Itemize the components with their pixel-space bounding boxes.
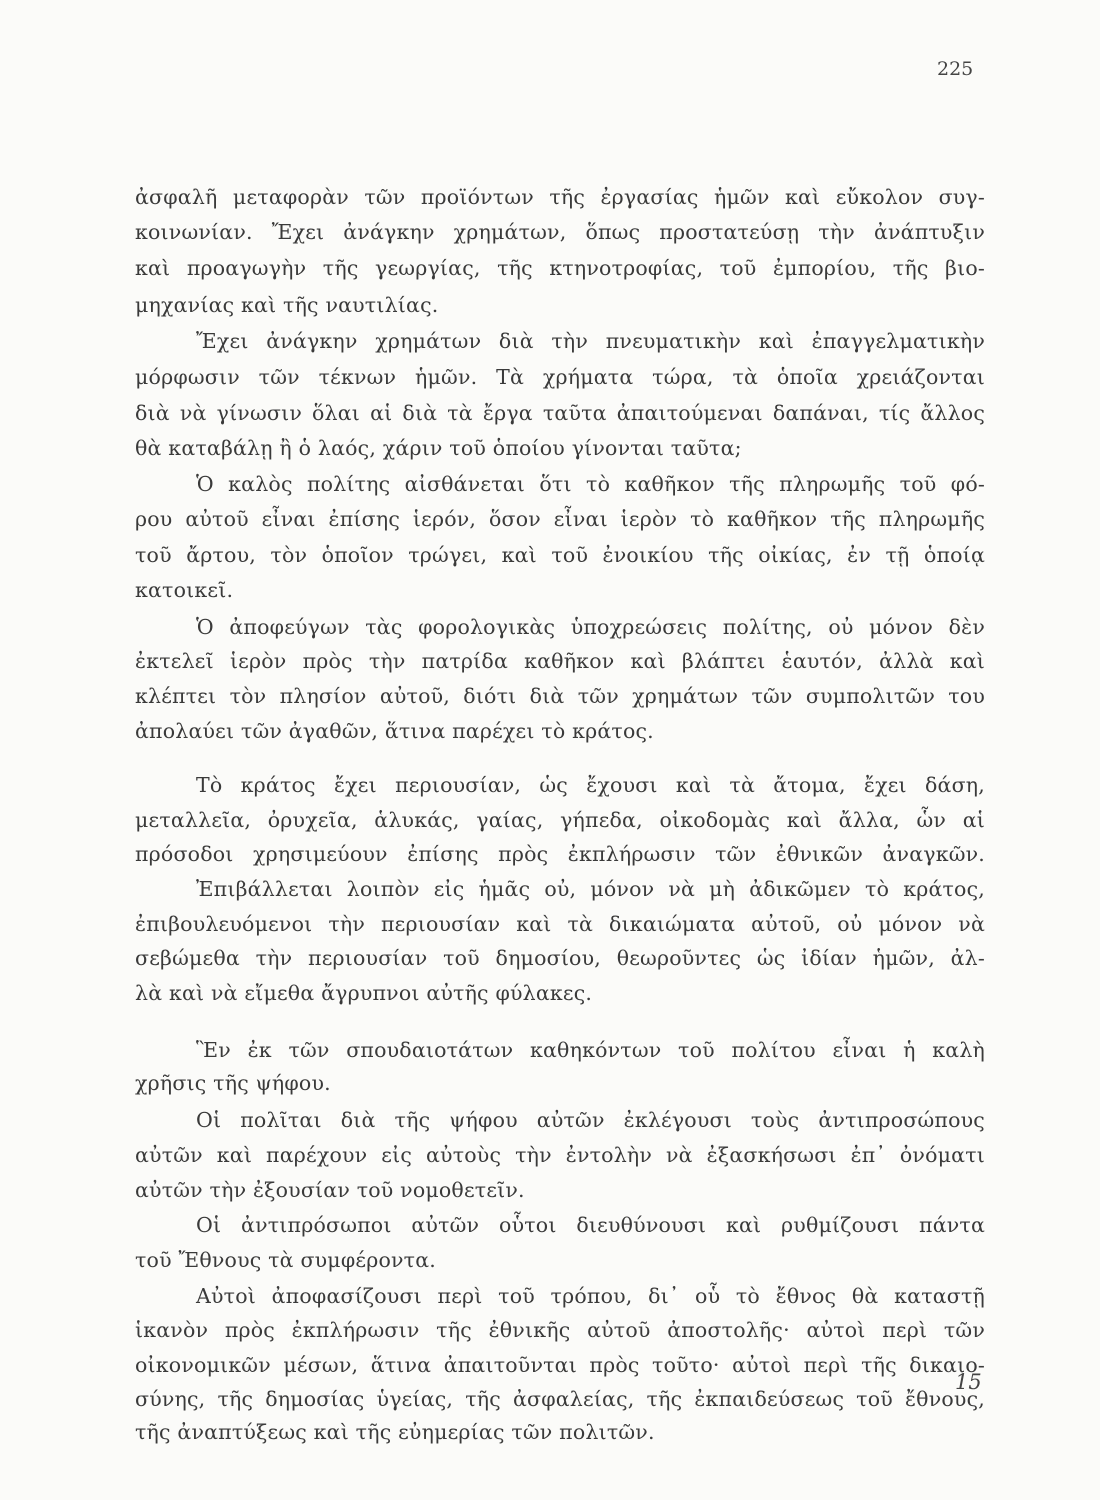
text-line: Τὸ κράτος ἔχει περιουσίαν, ὡς ἔχουσι καὶ τὰ ἄτομα, ἔχει δάση,: [196, 773, 985, 797]
text-line: ρου αὐτοῦ εἶναι ἐπίσης ἱερόν, ὅσον εἶναι ἱερὸν τὸ καθῆκον τῆς πληρωμῆς: [135, 507, 985, 531]
text-line: ἀπολαύει τῶν ἀγαθῶν, ἅτινα παρέχει τὸ κράτος.: [135, 719, 654, 743]
text-line: διὰ νὰ γίνωσιν ὅλαι αἱ διὰ τὰ ἔργα ταῦτα ἀπαιτούμεναι δαπάναι, τίς ἄλλος: [135, 401, 985, 425]
text-line: κλέπτει τὸν πλησίον αὐτοῦ, διότι διὰ τῶν χρημάτων τῶν συμπολιτῶν του: [135, 684, 985, 708]
text-line: Ἓν ἐκ τῶν σπουδαιοτάτων καθηκόντων τοῦ πολίτου εἶναι ἡ καλὴ: [196, 1038, 985, 1062]
text-line: ἐπιβουλευόμενοι τὴν περιουσίαν καὶ τὰ δικαιώματα αὐτοῦ, οὐ μόνον νὰ: [135, 912, 985, 936]
page-number-bottom: 15: [955, 1370, 982, 1394]
text-line: καὶ προαγωγὴν τῆς γεωργίας, τῆς κτηνοτροφίας, τοῦ ἐμπορίου, τῆς βιο-: [135, 256, 985, 280]
text-line: αὐτῶν καὶ παρέχουν εἰς αὐτοὺς τὴν ἐντολὴν νὰ ἐξασκήσωσι ἐπ᾿ ὀνόματι: [135, 1143, 985, 1167]
text-line: τοῦ ἄρτου, τὸν ὁποῖον τρώγει, καὶ τοῦ ἐνοικίου τῆς οἰκίας, ἐν τῇ ὁποίᾳ: [135, 543, 985, 567]
text-line: οἰκονομικῶν μέσων, ἅτινα ἀπαιτοῦνται πρὸς τοῦτο· αὐτοὶ περὶ τῆς δικαιο-: [135, 1353, 985, 1377]
text-line: κοινωνίαν. Ἔχει ἀνάγκην χρημάτων, ὅπως προστατεύσῃ τὴν ἀνάπτυξιν: [135, 220, 985, 244]
text-line: σεβώμεθα τὴν περιουσίαν τοῦ δημοσίου, θεωροῦντες ὡς ἰδίαν ἡμῶν, ἀλ-: [135, 946, 985, 970]
text-line: Οἱ ἀντιπρόσωποι αὐτῶν οὗτοι διευθύνουσι καὶ ρυθμίζουσι πάντα: [196, 1213, 985, 1237]
text-line: θὰ καταβάλῃ ἢ ὁ λαός, χάριν τοῦ ὁποίου γίνονται ταῦτα;: [135, 436, 742, 460]
text-line: Οἱ πολῖται διὰ τῆς ψήφου αὐτῶν ἐκλέγουσι τοὺς ἀντιπροσώπους: [196, 1108, 985, 1132]
text-line: αὐτῶν τὴν ἐξουσίαν τοῦ νομοθετεῖν.: [135, 1178, 525, 1202]
text-line: Ὁ καλὸς πολίτης αἰσθάνεται ὅτι τὸ καθῆκον τῆς πληρωμῆς τοῦ φό-: [196, 472, 985, 496]
text-line: τοῦ Ἔθνους τὰ συμφέροντα.: [135, 1248, 436, 1272]
text-line: μηχανίας καὶ τῆς ναυτιλίας.: [135, 293, 439, 317]
text-line: μόρφωσιν τῶν τέκνων ἡμῶν. Τὰ χρήματα τώρα, τὰ ὁποῖα χρειάζονται: [135, 365, 985, 389]
text-line: κατοικεῖ.: [135, 578, 234, 602]
text-line: μεταλλεῖα, ὀρυχεῖα, ἁλυκάς, γαίας, γήπεδα, οἰκοδομὰς καὶ ἄλλα, ὧν αἱ: [135, 808, 985, 832]
text-line: τῆς ἀναπτύξεως καὶ τῆς εὐημερίας τῶν πολιτῶν.: [135, 1420, 655, 1444]
text-line: Ὁ ἀποφεύγων τὰς φορολογικὰς ὑποχρεώσεις πολίτης, οὐ μόνον δὲν: [196, 615, 985, 639]
text-line: ἐκτελεῖ ἱερὸν πρὸς τὴν πατρίδα καθῆκον καὶ βλάπτει ἑαυτόν, ἀλλὰ καὶ: [135, 649, 985, 673]
text-line: χρῆσις τῆς ψήφου.: [135, 1071, 331, 1095]
text-line: λὰ καὶ νὰ εἴμεθα ἄγρυπνοι αὐτῆς φύλακες.: [135, 981, 593, 1005]
text-line: πρόσοδοι χρησιμεύουν ἐπίσης πρὸς ἐκπλήρωσιν τῶν ἐθνικῶν ἀναγκῶν.: [135, 842, 985, 866]
text-line: σύνης, τῆς δημοσίας ὑγείας, τῆς ἀσφαλείας, τῆς ἐκπαιδεύσεως τοῦ ἔθνους,: [135, 1387, 985, 1411]
text-line: ἀσφαλῆ μεταφορὰν τῶν προϊόντων τῆς ἐργασίας ἡμῶν καὶ εὔκολον συγ-: [135, 185, 985, 209]
page-number-top: 225: [937, 58, 974, 80]
text-line: Ἔχει ἀνάγκην χρημάτων διὰ τὴν πνευματικὴν καὶ ἐπαγγελματικὴν: [196, 329, 985, 353]
text-line: Ἐπιβάλλεται λοιπὸν εἰς ἡμᾶς οὐ, μόνον νὰ μὴ ἀδικῶμεν τὸ κράτος,: [196, 877, 985, 901]
text-line: ἱκανὸν πρὸς ἐκπλήρωσιν τῆς ἐθνικῆς αὐτοῦ ἀποστολῆς· αὐτοὶ περὶ τῶν: [135, 1318, 985, 1342]
text-line: Αὐτοὶ ἀποφασίζουσι περὶ τοῦ τρόπου, δι᾿ οὗ τὸ ἔθνος θὰ καταστῇ: [196, 1284, 985, 1308]
